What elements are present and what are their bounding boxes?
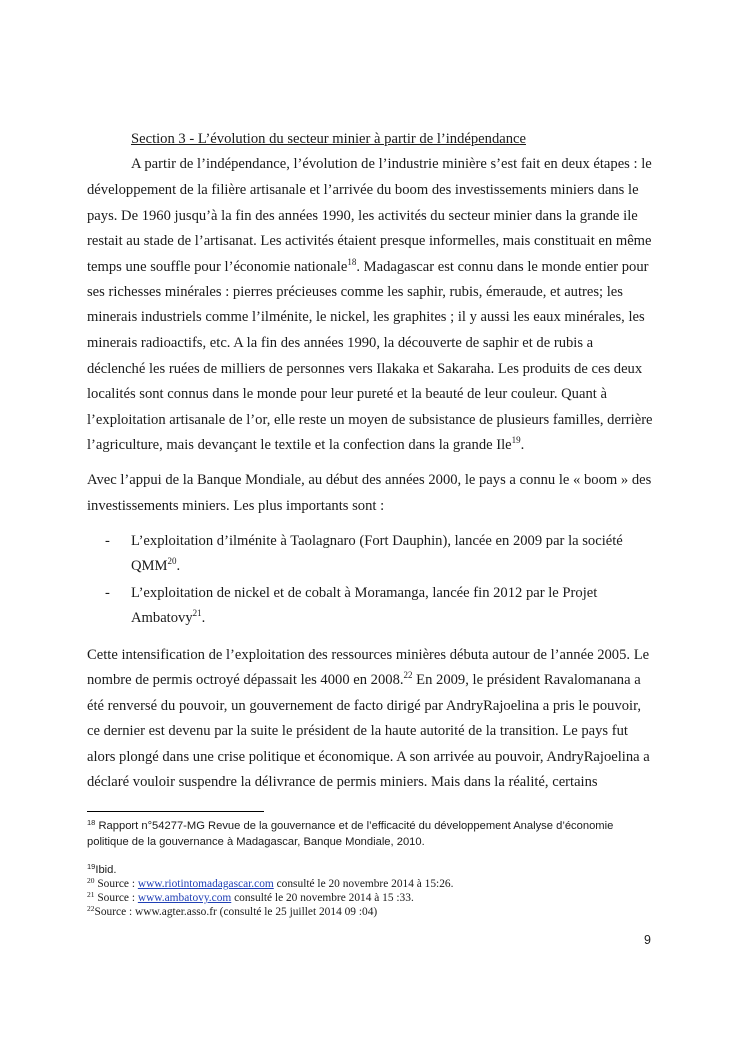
footnote-22 — [87, 905, 377, 919]
text-line: Avec l’appui de la Banque Mondiale, au début des années 2000, le pays a connu le « boom » des — [87, 472, 652, 488]
footnote-separator — [87, 811, 264, 812]
source-link-ambatovy[interactable]: www.ambatovy.com — [137, 892, 232, 904]
text-run: l’agriculture, mais devançant le textile et la confection dans la grande Ile — [87, 437, 512, 453]
text-line: investissements miniers. Les plus importants sont : — [87, 498, 385, 514]
footnote-ref-20[interactable]: 20 — [167, 556, 177, 566]
footnote-number: 18 — [87, 818, 96, 827]
list-item-text: L’exploitation d’ilménite à Taolagnaro (Fort Dauphin), lancée en 2009 par la société — [131, 533, 623, 549]
footnote-18-cont: politique de la gouvernance à Madagascar, Banque Mondiale, 2010. — [87, 836, 425, 848]
footnote-text: Source : — [94, 892, 138, 904]
text-line: pays. De 1960 jusqu’à la fin des années 1990, les activités du secteur minier dans la grande ile — [87, 208, 638, 224]
list-item-text — [131, 557, 180, 575]
text-run: nombre de permis octroyé dépassait les 4000 en 2008. — [87, 672, 404, 688]
text-line: ce dernier est devenu par la suite le président de la haute autorité de la transition. Le pays fut — [87, 723, 628, 739]
text-run: . Madagascar est connu dans le monde entier pour — [356, 259, 649, 275]
footnote-19 — [87, 863, 117, 877]
text-line: déclenché les ruées de milliers de personnes vers Ilakaka et Sakaraha. Les produits de ces deux — [87, 361, 643, 377]
footnote-ref-22[interactable]: 22 — [403, 670, 413, 680]
text-line: été renversé du pouvoir, un gouvernement de facto dirigé par AndryRajoelina a pris le pouvoir, — [87, 698, 642, 714]
page-number: 9 — [644, 933, 651, 947]
footnote-text: Rapport n°54277-MG Revue de la gouvernance et de l’efficacité du développement Analyse d’économie — [95, 820, 614, 832]
text-line: développement de la filière artisanale et l’arrivée du boom des investissements miniers dans le — [87, 182, 639, 198]
footnote-number: 22 — [87, 904, 95, 913]
footnote-text: consulté le 20 novembre 2014 à 15:26. — [273, 878, 454, 890]
footnote-21 — [87, 891, 414, 905]
text-line: ses richesses minérales : pierres précieuses comme les saphir, rubis, émeraude, et autres; les — [87, 284, 623, 300]
list-item-text: L’exploitation de nickel et de cobalt à Moramanga, lancée fin 2012 par le Projet — [131, 585, 598, 601]
footnote-20 — [87, 877, 453, 891]
text-run: En 2009, le président Ravalomanana a — [412, 672, 641, 688]
text-run: Ambatovy — [131, 610, 193, 626]
text-line: restait au stade de l’artisanat. Les activités étaient presque informelles, mais constituait en même — [87, 233, 652, 249]
text-line: minerais radioactifs, etc. A la fin des années 1990, la découverte de saphir et de rubis a — [87, 335, 594, 351]
bullet-marker: - — [105, 585, 110, 601]
text-line: alors plongé dans une crise politique et économique. A son arrivée au pouvoir, AndryRajoelina a — [87, 749, 650, 765]
text-line: minerais industriels comme l’ilménite, le nickel, les graphites ; il y aussi les eaux minérales, les — [87, 309, 645, 325]
list-item-text — [131, 609, 205, 627]
text-line: déclaré vouloir suspendre la délivrance de permis miniers. Mais dans la réalité, certains — [87, 774, 598, 790]
footnote-ref-18[interactable]: 18 — [347, 257, 357, 267]
footnote-ref-19[interactable]: 19 — [511, 435, 521, 445]
text-line — [87, 436, 524, 454]
footnote-text: Source : www.agter.asso.fr (consulté le 25 juillet 2014 09 :04) — [94, 906, 378, 918]
text-run: temps une souffle pour l’économie nationale — [87, 259, 348, 275]
footnote-number: 20 — [87, 876, 95, 885]
text-line: A partir de l’indépendance, l’évolution de l’industrie minière s’est fait en deux étapes : le — [131, 156, 652, 172]
footnote-text: Source : — [94, 878, 138, 890]
footnote-text: consulté le 20 novembre 2014 à 15 :33. — [231, 892, 414, 904]
text-run: . — [176, 558, 181, 574]
text-run: . — [201, 610, 206, 626]
footnote-ref-21[interactable]: 21 — [192, 608, 202, 618]
text-run: QMM — [131, 558, 168, 574]
footnote-number: 21 — [87, 890, 95, 899]
text-line — [87, 671, 641, 689]
text-line: localités sont connus dans le monde pour leur pureté et la beauté de leur couleur. Quant à — [87, 386, 607, 402]
bullet-marker: - — [105, 533, 110, 549]
text-line: Cette intensification de l’exploitation des ressources minières débuta autour de l’année 2005. Le — [87, 647, 650, 663]
source-link-riotinto[interactable]: www.riotintomadagascar.com — [137, 878, 274, 890]
footnote-number: 19 — [87, 862, 96, 871]
text-line: l’exploitation artisanale de l’or, elle reste un moyen de subsistance de plusieurs familles, derrière — [87, 412, 653, 428]
section-heading: Section 3 - L’évolution du secteur minier à partir de l’indépendance — [131, 131, 526, 147]
text-line — [87, 258, 649, 276]
footnote-text: Ibid. — [95, 864, 117, 876]
text-run: . — [520, 437, 525, 453]
footnote-18 — [87, 819, 613, 833]
